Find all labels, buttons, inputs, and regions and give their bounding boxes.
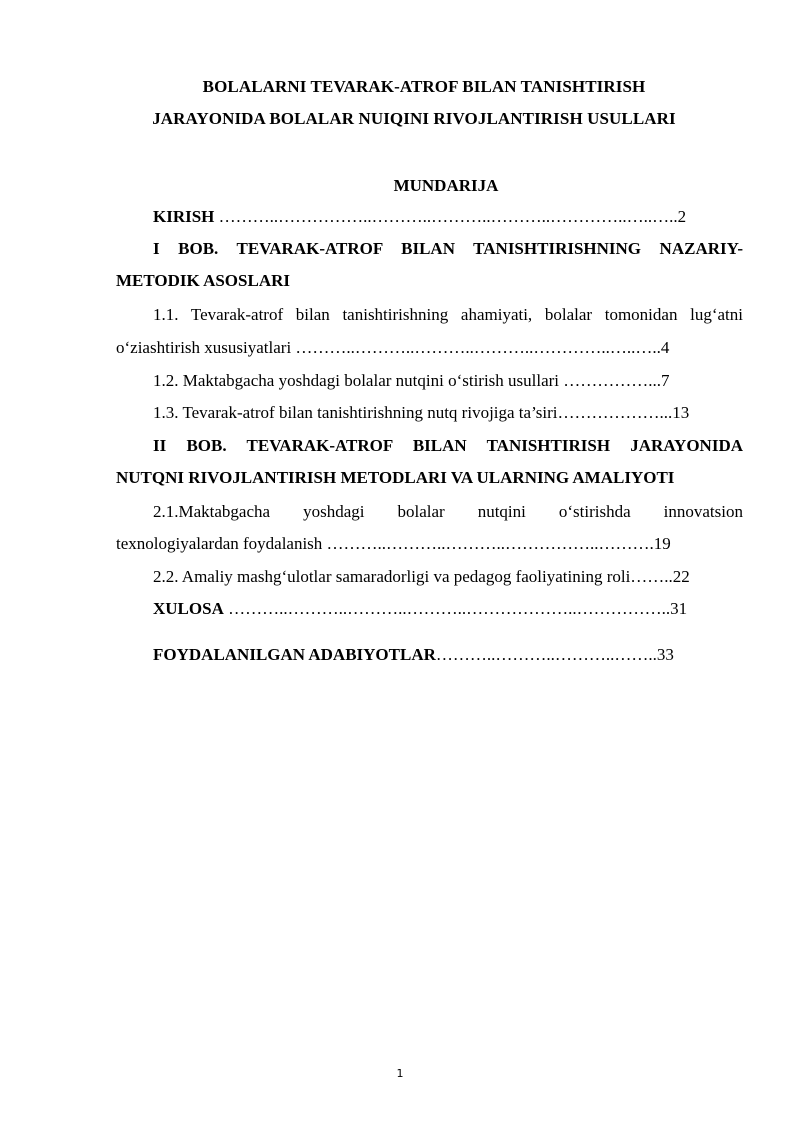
toc-entry-1-1-line2: o‘ziashtirish xususiyatlari ………..………..………..………..…………..…..…..4	[116, 338, 670, 357]
toc-foyd-label: FOYDALANILGAN ADABIYOTLAR	[153, 645, 436, 664]
page-number: 1	[396, 1067, 404, 1080]
toc-entry-bob1-line1: I BOB. TEVARAK-ATROF BILAN TANISHTIRISHNING NAZARIY-	[153, 239, 743, 258]
toc-entry-1-1-line1: 1.1. Tevarak-atrof bilan tanishtirishning ahamiyati, bolalar tomonidan lug‘atni	[153, 305, 743, 324]
toc-entry-2-1-line2: texnologiyalardan foydalanish ………..………..………..……………..……….19	[116, 534, 671, 553]
toc-entry-1-2: 1.2. Maktabgacha yoshdagi bolalar nutqini o‘stirish usullari ……………...7	[153, 371, 670, 390]
toc-entry-2-1-line1: 2.1.Maktabgacha yoshdagi bolalar nutqini o‘stirishda innovatsion	[153, 502, 743, 521]
toc-entry-1-3: 1.3. Tevarak-atrof bilan tanishtirishning nutq rivojiga ta’siri………………...13	[153, 403, 690, 422]
toc-kirish-leader: ………..……………..………..………..………..…………..…..…..2	[214, 207, 687, 226]
contents-heading: MUNDARIJA	[393, 176, 499, 195]
toc-xulosa-leader: ………..………..………..………..………………..……………..31	[223, 599, 688, 618]
toc-entry-bob2-line1: II BOB. TEVARAK-ATROF BILAN TANISHTIRISH JARAYONIDA	[153, 436, 743, 455]
toc-entry-foydalanilgan-adabiyotlar	[153, 644, 674, 666]
toc-entry-kirish	[153, 206, 686, 228]
toc-entry-bob1-line2: METODIK ASOSLARI	[116, 271, 290, 290]
document-title-line-2: JARAYONIDA BOLALAR NUIQINI RIVOJLANTIRISH USULLARI	[152, 109, 676, 128]
toc-entry-bob2-line2: NUTQNI RIVOJLANTIRISH METODLARI VA ULARNING AMALIYOTI	[116, 468, 675, 487]
toc-kirish-label: KIRISH	[153, 207, 215, 226]
toc-entry-2-2: 2.2. Amaliy mashg‘ulotlar samaradorligi va pedagog faoliyatining roli……..22	[153, 567, 690, 586]
toc-entry-xulosa	[153, 598, 687, 620]
toc-foyd-leader: ………..………..………..……..33	[435, 645, 674, 664]
document-title-line-1: BOLALARNI TEVARAK-ATROF BILAN TANISHTIRISH	[202, 77, 646, 96]
toc-xulosa-label: XULOSA	[153, 599, 224, 618]
